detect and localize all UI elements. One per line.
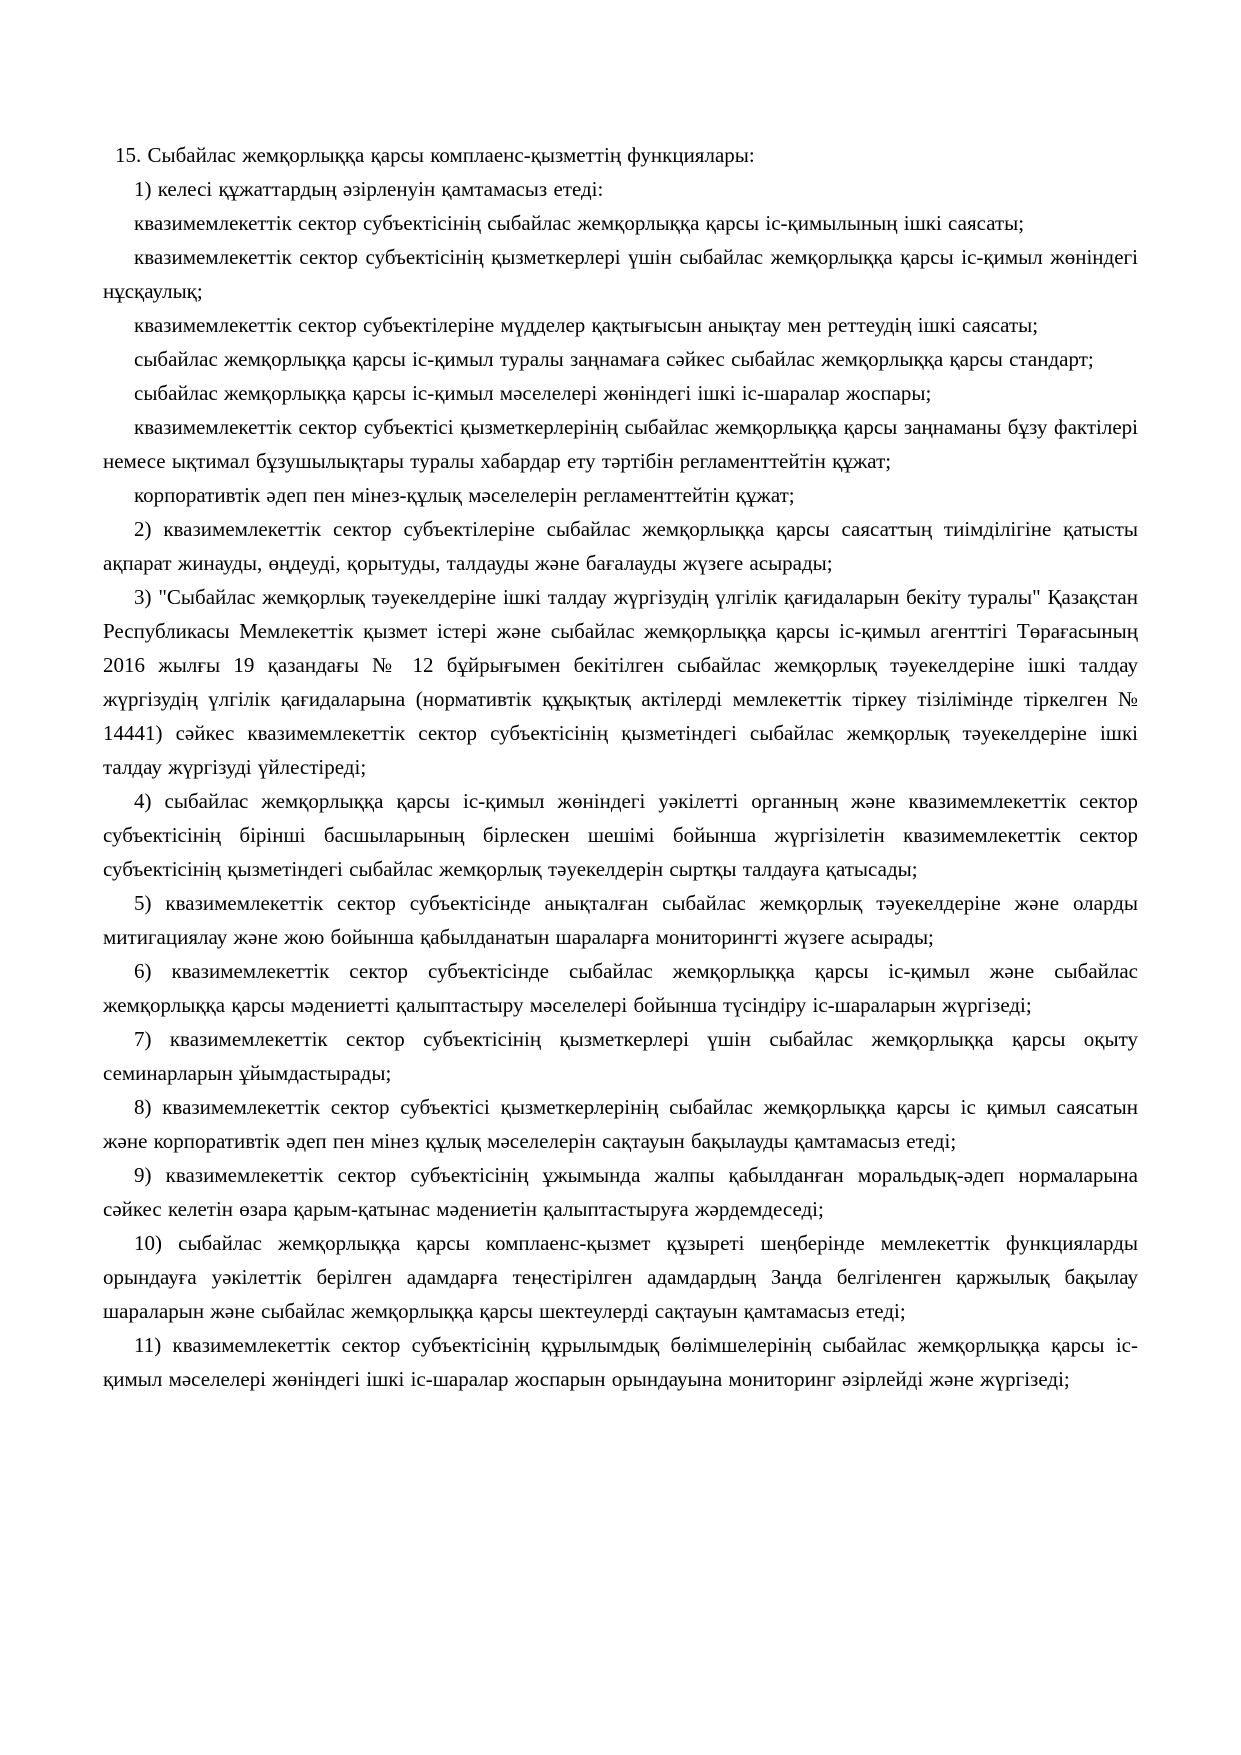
- paragraph-item-5: 5) квазимемлекеттік сектор субъектісінде анықталған сыбайлас жемқорлық тәуекелдеріне және оларды митигациялау және жою бойынша қабылданатын шараларға мониторингті жүзеге асырады;: [103, 891, 1138, 949]
- paragraph-item-3: 3) "Сыбайлас жемқорлық тәуекелдеріне ішкі талдау жүргізудің үлгілік қағидаларын бекіту туралы" Қазақстан Республикасы Мемлекеттік қызмет істері және сыбайлас жемқорлыққа қарсы іс-қимыл агенттігі Төрағасының 2016 жылғы 19 қазандағы № 12 бұйрығымен бекітілген сыбайлас жемқорлық тәуекелдеріне ішкі талдау жүргізудің үлгілік қағидаларына (нормативтік құқықтық актілерді мемлекеттік тіркеу тізілімінде тіркелген № 14441) сәйкес квазимемлекеттік сектор субъектісінің қызметіндегі сыбайлас жемқорлық тәуекелдеріне ішкі талдау жүргізуді үйлестіреді;: [103, 585, 1138, 779]
- paragraph-item-11: 11) квазимемлекеттік сектор субъектісінің құрылымдық бөлімшелерінің сыбайлас жемқорлыққа қарсы іс-қимыл мәселелері жөніндегі ішкі іс-шаралар жоспарын орындауына мониторинг әзірлейді және жүргізеді;: [103, 1333, 1138, 1391]
- paragraph-employee-instruction: квазимемлекеттік сектор субъектісінің қызметкерлері үшін сыбайлас жемқорлыққа қарсы іс-қимыл жөніндегі нұсқаулық;: [103, 245, 1138, 303]
- paragraph-subitem-intro: 1) келесі құжаттардың әзірленуін қамтамасыз етеді:: [134, 177, 604, 201]
- paragraph-item-8: 8) квазимемлекеттік сектор субъектісі қызметкерлерінің сыбайлас жемқорлыққа қарсы іс қимыл саясатын және корпоративтік әдеп пен мінез құлық мәселелерін сақтауын бақылауды қамтамасыз етеді;: [103, 1095, 1138, 1153]
- paragraph-item-6: 6) квазимемлекеттік сектор субъектісінде сыбайлас жемқорлыққа қарсы іс-қимыл және сыбайлас жемқорлыққа қарсы мәдениетті қалыптастыру мәселелері бойынша түсіндіру іс-шараларын жүргізеді;: [103, 959, 1138, 1017]
- paragraph-reporting-procedure: квазимемлекеттік сектор субъектісі қызметкерлерінің сыбайлас жемқорлыққа қарсы заңнаманы бұзу фактілері немесе ықтимал бұзушылықтары туралы хабардар ету тәртібін регламенттейтін құжат;: [103, 415, 1138, 473]
- paragraph-item-10: 10) сыбайлас жемқорлыққа қарсы комплаенс-қызмет құзыреті шеңберінде мемлекеттік функцияларды орындауға уәкілеттік берілген адамдарға теңестірілген адамдардың Заңда белгіленген қаржылық бақылау шараларын және сыбайлас жемқорлыққа қарсы шектеулерді сақтауын қамтамасыз етеді;: [103, 1231, 1138, 1323]
- paragraph-anticorruption-standard: сыбайлас жемқорлыққа қарсы іс-қимыл туралы заңнамаға сәйкес сыбайлас жемқорлыққа қарсы стандарт;: [134, 347, 1094, 371]
- paragraph-item-4: 4) сыбайлас жемқорлыққа қарсы іс-қимыл жөніндегі уәкілетті органның және квазимемлекеттік сектор субъектісінің бірінші басшыларының бірлескен шешімі бойынша жүргізілетін квазимемлекеттік сектор субъектісінің қызметіндегі сыбайлас жемқорлық тәуекелдерін сыртқы талдауға қатысады;: [103, 789, 1138, 881]
- paragraph-item-7: 7) квазимемлекеттік сектор субъектісінің қызметкерлері үшін сыбайлас жемқорлыққа қарсы оқыту семинарларын ұйымдастырады;: [103, 1027, 1138, 1085]
- paragraph-item-2: 2) квазимемлекеттік сектор субъектілеріне сыбайлас жемқорлыққа қарсы саясаттың тиімділігіне қатысты ақпарат жинауды, өңдеуді, қорытуды, талдауды және бағалауды жүзеге асырады;: [103, 517, 1138, 575]
- paragraph-conflict-policy: квазимемлекеттік сектор субъектілеріне мүдделер қақтығысын анықтау мен реттеудің ішкі саясаты;: [134, 313, 1039, 337]
- paragraph-corporate-ethics-doc: корпоративтік әдеп пен мінез-құлық мәселелерін регламенттейтін құжат;: [134, 483, 795, 507]
- section-heading: 15. Сыбайлас жемқорлыққа қарсы комплаенс-қызметтің функциялары:: [115, 143, 755, 167]
- paragraph-item-9: 9) квазимемлекеттік сектор субъектісінің ұжымында жалпы қабылданған моральдық-әдеп нормаларына сәйкес келетін өзара қарым-қатынас мәдениетін қалыптастыруға жәрдемдеседі;: [103, 1163, 1138, 1221]
- paragraph-action-plan: сыбайлас жемқорлыққа қарсы іс-қимыл мәселелері жөніндегі ішкі іс-шаралар жоспары;: [134, 381, 932, 405]
- paragraph-internal-policy: квазимемлекеттік сектор субъектісінің сыбайлас жемқорлыққа қарсы іс-қимылының ішкі саясаты;: [134, 211, 1025, 235]
